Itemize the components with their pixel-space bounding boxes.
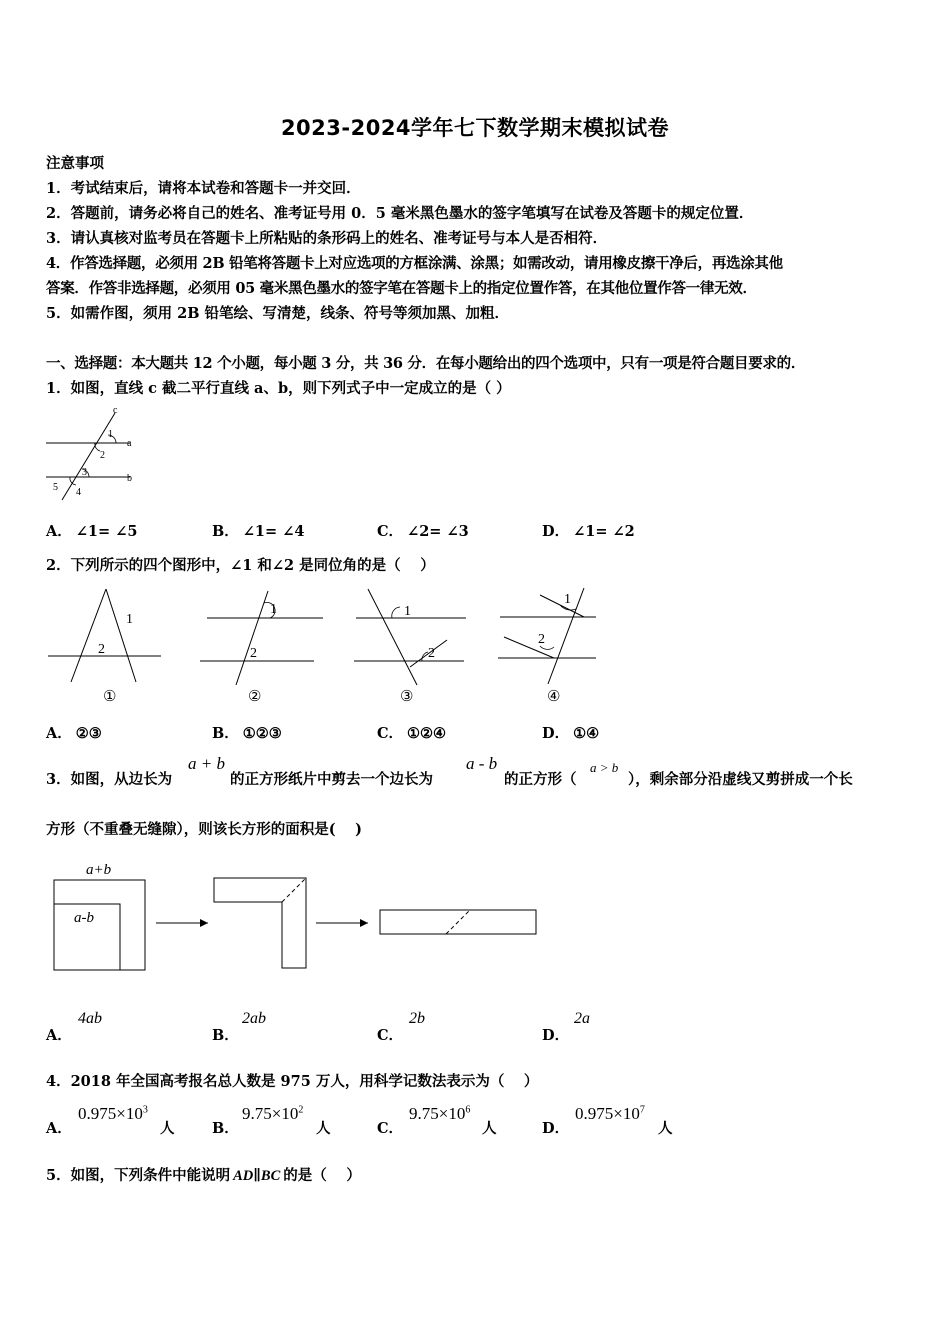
- q1-angle-3: 3: [82, 467, 87, 478]
- q2-f1-angle1: 1: [126, 612, 133, 627]
- q3-figure: [50, 858, 550, 978]
- q2-figure-4: [496, 585, 606, 710]
- q2-f4-angle2: 2: [538, 632, 545, 647]
- q2-f3-angle1: 1: [404, 604, 411, 619]
- q4-option-b-value: $9.75\times 10^2$: [242, 1104, 304, 1123]
- notice-item: 2．答题前，请务必将自己的姓名、准考证号用 0．5 毫米黑色墨水的签字笔填写在试卷及答题卡的规定位置．: [46, 205, 754, 222]
- q2-option-b[interactable]: B． ①②③: [212, 725, 282, 742]
- notice-item: 1．考试结束后，请将本试卷和答题卡一并交回．: [46, 180, 361, 197]
- q2-stem: 2．下列所示的四个图形中，∠1 和∠2 是同位角的是（ ）: [46, 557, 435, 574]
- q4-option-a[interactable]: A．: [46, 1120, 72, 1137]
- q3-option-b-value: 2ab: [242, 1010, 266, 1027]
- q3-label-small: a-b: [74, 910, 94, 926]
- q1-label-a: a: [127, 438, 132, 449]
- q3-label-big: a+b: [86, 862, 112, 878]
- q2-f2-angle2: 2: [250, 646, 257, 661]
- q1-angle-4: 4: [76, 487, 81, 498]
- q3-option-a-value: 4ab: [78, 1010, 102, 1027]
- q3-option-c[interactable]: C．: [377, 1027, 404, 1044]
- q1-stem: 1．如图，直线 c 截二平行直线 a、b，则下列式子中一定成立的是（ ）: [46, 380, 511, 397]
- q3-stem-c: 的正方形（: [504, 771, 577, 788]
- q2-f1-angle2: 2: [98, 642, 105, 657]
- q4-option-c[interactable]: C．: [377, 1120, 404, 1137]
- q1-angle-1: 1: [108, 429, 113, 440]
- q2-option-d[interactable]: D． ①④: [542, 725, 600, 742]
- q1-option-c[interactable]: C． ∠2= ∠3: [377, 523, 469, 540]
- notice-item: 4．作答选择题，必须用 2B 铅笔将答题卡上对应选项的方框涂满、涂黑；如需改动，请用橡皮擦干净后，再选涂其他: [46, 255, 783, 272]
- notice-item: 3．请认真核对监考员在答题卡上所粘贴的条形码上的姓名、准考证号与本人是否相符．: [46, 230, 608, 247]
- q4-option-b-unit: 人: [316, 1120, 331, 1137]
- q3-expr-a-plus-b: a + b: [188, 754, 225, 773]
- q4-option-a-value: $0.975\times 10^3$: [78, 1104, 148, 1123]
- q3-option-a[interactable]: A．: [46, 1027, 72, 1044]
- q3-option-d-value: 2a: [574, 1010, 590, 1027]
- section-heading: 一、选择题：本大题共 12 个小题，每小题 3 分，共 36 分．在每小题给出的四个选项中，只有一项是符合题目要求的．: [46, 355, 806, 372]
- q2-fig-label-2: ②: [248, 689, 262, 705]
- q2-fig-label-1: ①: [103, 689, 117, 705]
- q3-option-c-value: 2b: [409, 1010, 425, 1027]
- q2-option-c[interactable]: C． ①②④: [377, 725, 447, 742]
- q1-figure: [40, 405, 150, 500]
- q3-stem-a: 3．如图，从边长为: [46, 771, 173, 788]
- q3-stem-d: ），剩余部分沿虚线又剪拼成一个长: [628, 771, 853, 788]
- q4-option-d[interactable]: D．: [542, 1120, 570, 1137]
- q2-option-a[interactable]: A． ②③: [46, 725, 102, 742]
- q4-option-d-value: $0.975\times 10^7$: [575, 1104, 645, 1123]
- q1-option-b[interactable]: B． ∠1= ∠4: [212, 523, 305, 540]
- q4-option-c-value: $9.75\times 10^6$: [409, 1104, 471, 1123]
- q4-option-a-unit: 人: [160, 1120, 175, 1137]
- q4-option-d-unit: 人: [658, 1120, 673, 1137]
- q2-f2-angle1: 1: [270, 602, 277, 617]
- q1-angle-5: 5: [53, 482, 58, 493]
- q2-f4-angle1: 1: [564, 592, 571, 607]
- q1-angle-2: 2: [100, 450, 105, 461]
- q2-figure-1: [46, 585, 166, 710]
- q1-label-c: c: [113, 405, 118, 416]
- q1-option-d[interactable]: D． ∠1= ∠2: [542, 523, 635, 540]
- notice-item: 答案．作答非选择题，必须用 05 毫米黑色墨水的签字笔在答题卡上的指定位置作答，在其他位置作答一律无效．: [46, 280, 757, 297]
- q4-stem: 4．2018 年全国高考报名总人数是 975 万人，用科学记数法表示为（ ）: [46, 1073, 539, 1090]
- q2-f3-angle2: 2: [428, 646, 435, 661]
- q3-stem-b: 的正方形纸片中剪去一个边长为: [230, 771, 433, 788]
- q2-fig-label-4: ④: [547, 689, 561, 705]
- q3-condition: a > b: [590, 760, 619, 775]
- q1-option-a[interactable]: A． ∠1= ∠5: [46, 523, 138, 540]
- q3-expr-a-minus-b: a - b: [466, 754, 498, 773]
- q4-option-c-unit: 人: [482, 1120, 497, 1137]
- notice-item: 5．如需作图，须用 2B 铅笔绘、写清楚，线条、符号等须加黑、加粗．: [46, 305, 510, 322]
- q5-stem: 5．如图，下列条件中能说明 AD∥BC 的是（ ）: [46, 1167, 361, 1184]
- q2-figure-2: [198, 585, 328, 710]
- q4-option-b[interactable]: B．: [212, 1120, 239, 1137]
- q2-fig-label-3: ③: [400, 689, 414, 705]
- q1-label-b: b: [127, 473, 132, 484]
- q3-stem-line2: 方形（不重叠无缝隙），则该长方形的面积是( ): [46, 821, 363, 838]
- q2-figure-3: [352, 585, 472, 710]
- q3-option-b[interactable]: B．: [212, 1027, 239, 1044]
- page-title: 2023-2024学年七下数学期末模拟试卷: [280, 116, 670, 140]
- q3-option-d[interactable]: D．: [542, 1027, 570, 1044]
- notice-heading: 注意事项: [46, 155, 104, 172]
